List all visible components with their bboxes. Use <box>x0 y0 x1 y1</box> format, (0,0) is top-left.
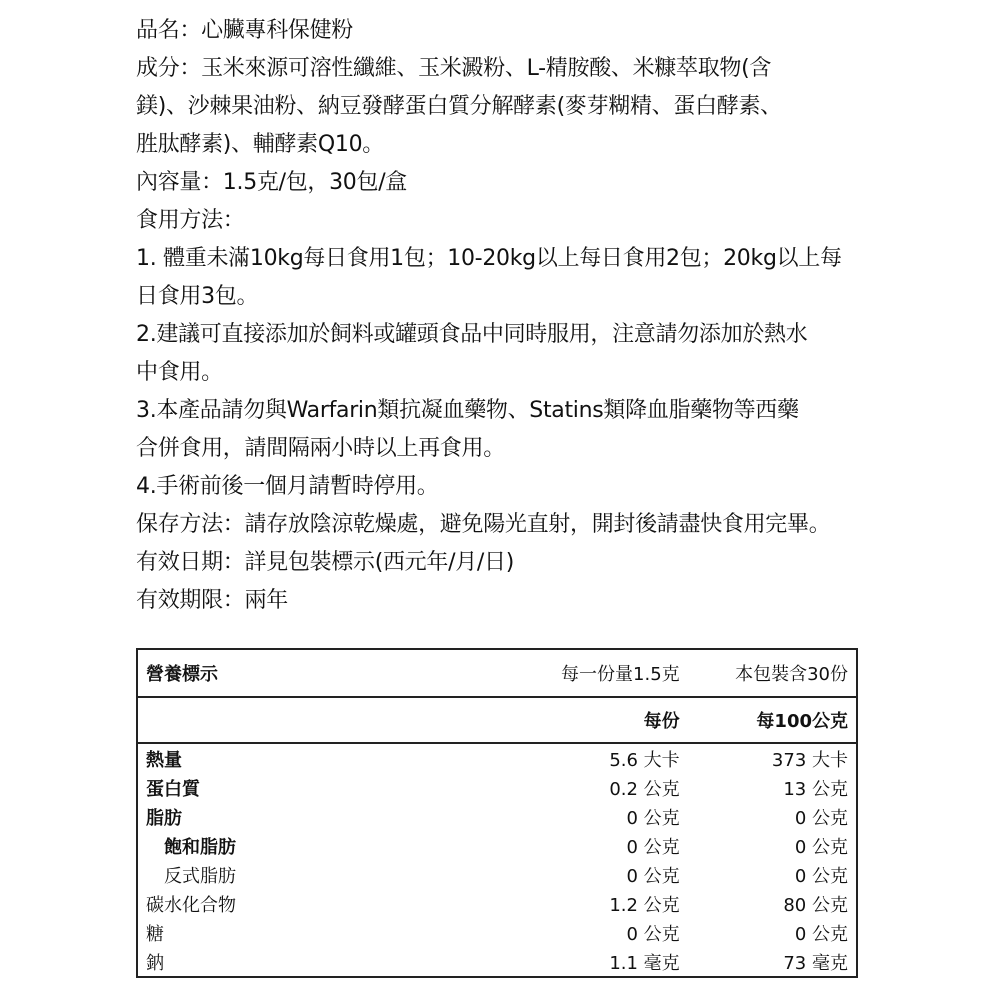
table-row <box>137 918 857 947</box>
table-row <box>137 743 857 773</box>
table-row <box>137 889 857 918</box>
servings-per-package: 本包裝含30份 <box>688 649 857 697</box>
nutrient-per-serving: 0.2 公克 <box>609 778 680 800</box>
nutrient-per-serving: 1.2 公克 <box>609 894 680 916</box>
usage-item-2-line-2: 中食用。 <box>136 360 223 385</box>
nutrient-per-serving: 1.1 毫克 <box>609 952 680 974</box>
per-100g-header: 每100公克 <box>688 697 857 743</box>
product-name-line: 品名：心臟專科保健粉 <box>136 18 354 43</box>
expiry-date-line: 有效日期：詳見包裝標示(西元年/月/日) <box>136 550 514 575</box>
nutrient-per-100g: 373 大卡 <box>771 749 848 771</box>
nutrient-name: 糖 <box>146 923 164 945</box>
table-row <box>137 802 857 831</box>
nutrition-title: 營養標示 <box>137 649 482 697</box>
nutrient-per-serving: 0 公克 <box>626 836 680 858</box>
nutrient-name: 反式脂肪 <box>164 865 236 887</box>
nutrition-facts-table <box>136 648 858 978</box>
per-serving-header: 每份 <box>482 697 687 743</box>
usage-item-3-line-2: 合併食用，請間隔兩小時以上再食用。 <box>136 436 505 461</box>
table-row <box>137 773 857 802</box>
nutrient-name: 熱量 <box>146 749 182 771</box>
storage-line: 保存方法：請存放陰涼乾燥處，避免陽光直射，開封後請盡快食用完畢。 <box>136 512 831 537</box>
nutrient-per-100g: 80 公克 <box>783 894 848 916</box>
nutrition-header-row <box>137 649 857 697</box>
product-description <box>136 12 866 620</box>
nutrient-per-serving: 0 公克 <box>626 807 680 829</box>
nutrient-per-serving: 0 公克 <box>626 923 680 945</box>
nutrient-name: 脂肪 <box>146 807 182 829</box>
ingredients-line-2: 鎂)、沙棘果油粉、納豆發酵蛋白質分解酵素(麥芽糊精、蛋白酵素、 <box>136 94 782 119</box>
nutrient-name: 鈉 <box>146 952 164 974</box>
table-row <box>137 860 857 889</box>
nutrient-per-100g: 0 公克 <box>794 836 848 858</box>
table-row <box>137 831 857 860</box>
nutrient-per-100g: 0 公克 <box>794 923 848 945</box>
nutrient-name: 蛋白質 <box>146 778 200 800</box>
usage-item-2-line-1: 2.建議可直接添加於飼料或罐頭食品中同時服用，注意請勿添加於熱水 <box>136 322 808 347</box>
usage-item-1-line-1: 1. 體重未滿10kg每日食用1包；10-20kg以上每日食用2包；20kg以上每 <box>136 246 842 271</box>
nutrient-per-100g: 0 公克 <box>794 865 848 887</box>
nutrient-per-serving: 0 公克 <box>626 865 680 887</box>
table-row <box>137 947 857 977</box>
nutrient-name: 碳水化合物 <box>146 894 236 916</box>
usage-item-1-line-2: 日食用3包。 <box>136 284 259 309</box>
nutrition-column-header-row <box>137 697 857 743</box>
usage-item-4: 4.手術前後一個月請暫時停用。 <box>136 474 439 499</box>
usage-heading: 食用方法： <box>136 208 245 233</box>
shelf-life-line: 有效期限：兩年 <box>136 588 288 613</box>
usage-item-3-line-1: 3.本產品請勿與Warfarin類抗凝血藥物、Statins類降血脂藥物等西藥 <box>136 398 799 423</box>
net-content-line: 內容量：1.5克/包，30包/盒 <box>136 170 408 195</box>
nutrient-per-100g: 13 公克 <box>783 778 848 800</box>
ingredients-line-1: 成分：玉米來源可溶性纖維、玉米澱粉、L-精胺酸、米糠萃取物(含 <box>136 56 772 81</box>
nutrient-per-100g: 0 公克 <box>794 807 848 829</box>
nutrient-per-100g: 73 毫克 <box>783 952 848 974</box>
ingredients-line-3: 胜肽酵素)、輔酵素Q10。 <box>136 132 384 157</box>
serving-size: 每一份量1.5克 <box>482 649 687 697</box>
nutrient-per-serving: 5.6 大卡 <box>609 749 680 771</box>
nutrient-name: 飽和脂肪 <box>164 836 236 858</box>
